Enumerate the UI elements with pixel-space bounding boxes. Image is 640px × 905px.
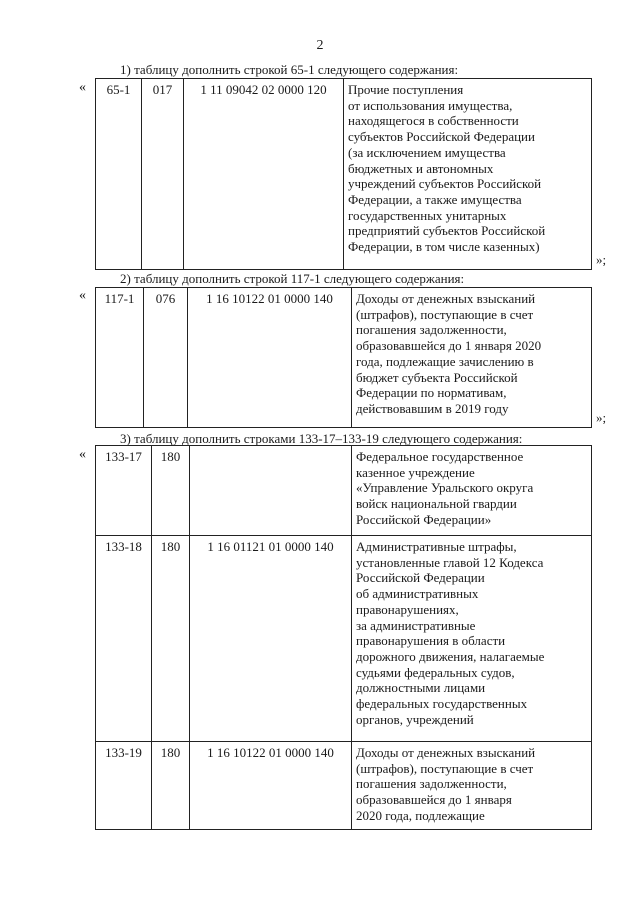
budget-code: 1 16 10122 01 0000 140 bbox=[190, 742, 352, 830]
section-3-quote-open: « bbox=[79, 447, 86, 462]
table-row bbox=[96, 536, 592, 742]
section-1-quote-open: « bbox=[79, 80, 86, 95]
row-number: 133-17 bbox=[96, 446, 152, 536]
table-row bbox=[96, 288, 592, 428]
budget-code: 1 11 09042 02 0000 120 bbox=[184, 79, 344, 270]
admin-code: 180 bbox=[152, 742, 190, 830]
income-description: Административные штрафы, установленные главой 12 Кодекса Российской Федерации об административных правонарушениях, за административные правонарушения в области дорожного движения, налагаемые судьями федеральных судов, должностными лицами федеральных государственных органов, учреждений bbox=[352, 536, 592, 742]
row-number: 133-18 bbox=[96, 536, 152, 742]
section-2-quote-open: « bbox=[79, 288, 86, 303]
section-2-quote-close: »; bbox=[596, 410, 607, 425]
row-number: 117-1 bbox=[96, 288, 144, 428]
row-number: 65-1 bbox=[96, 79, 142, 270]
table-row bbox=[96, 446, 592, 536]
income-description: Федеральное государственное казенное учреждение «Управление Уральского округа войск национальной гвардии Российской Федерации» bbox=[352, 446, 592, 536]
section-2-table bbox=[95, 287, 592, 428]
page-number: 2 bbox=[316, 38, 324, 53]
admin-code: 017 bbox=[142, 79, 184, 270]
row-number: 133-19 bbox=[96, 742, 152, 830]
section-1-intro: 1) таблицу дополнить строкой 65-1 следующего содержания: bbox=[120, 62, 459, 77]
table-row bbox=[96, 742, 592, 830]
admin-code: 180 bbox=[152, 446, 190, 536]
income-description: Доходы от денежных взысканий (штрафов), поступающие в счет погашения задолженности, образовавшейся до 1 января 2020 года, подлежащие зачислению в бюджет субъекта Российской Федерации по нормативам, действовавшим в 2019 году bbox=[352, 288, 592, 428]
budget-code: 1 16 01121 01 0000 140 bbox=[190, 536, 352, 742]
admin-code: 076 bbox=[144, 288, 188, 428]
income-description: Прочие поступления от использования имущества, находящегося в собственности субъектов Российской Федерации (за исключением имущества бюджетных и автономных учреждений субъектов Российской Федерации, а также имущества государственных унитарных предприятий субъектов Российской Федерации, в том числе казенных) bbox=[344, 79, 592, 270]
budget-code bbox=[190, 446, 352, 536]
income-description: Доходы от денежных взысканий (штрафов), поступающие в счет погашения задолженности, образовавшейся до 1 января 2020 года, подлежащие bbox=[352, 742, 592, 830]
section-1-table bbox=[95, 78, 592, 270]
section-3-table bbox=[95, 445, 592, 830]
section-3-intro: 3) таблицу дополнить строками 133-17–133-19 следующего содержания: bbox=[120, 431, 523, 446]
section-2-intro: 2) таблицу дополнить строкой 117-1 следующего содержания: bbox=[120, 271, 465, 286]
section-1-quote-close: »; bbox=[596, 252, 607, 267]
admin-code: 180 bbox=[152, 536, 190, 742]
table-row bbox=[96, 79, 592, 270]
budget-code: 1 16 10122 01 0000 140 bbox=[188, 288, 352, 428]
